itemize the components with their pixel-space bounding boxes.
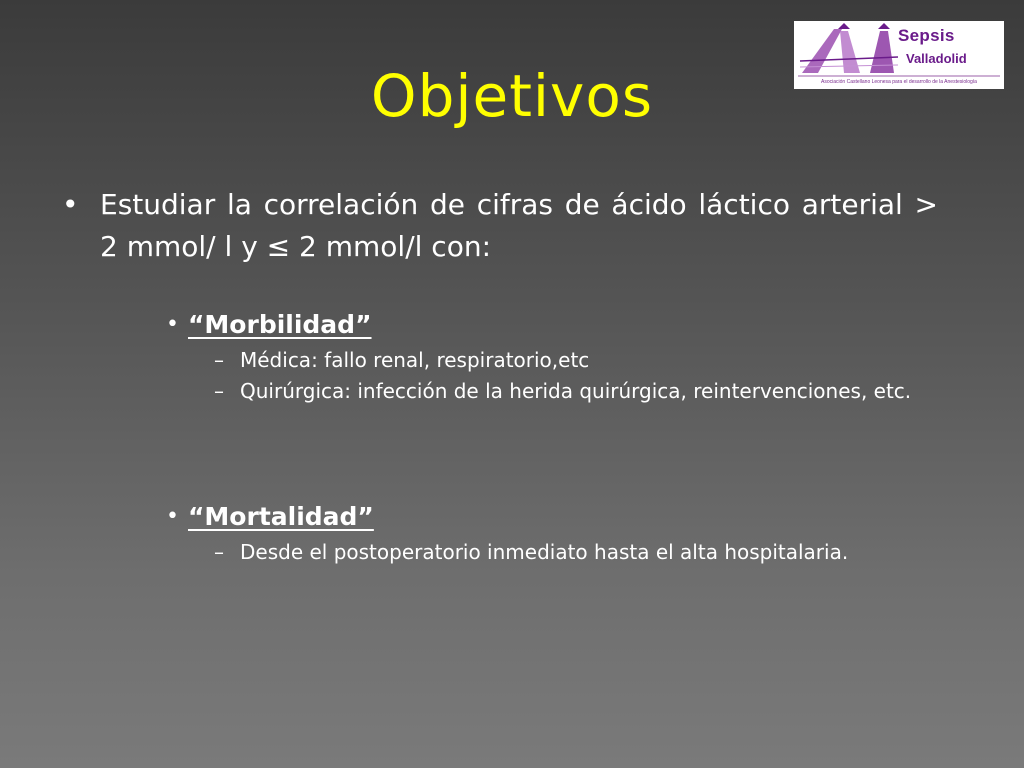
section-items [214, 345, 938, 407]
bullet-dot: • [166, 312, 179, 337]
item-text: Médica: fallo renal, respiratorio,etc [240, 348, 590, 372]
list-item [214, 376, 938, 407]
dash-marker: – [214, 540, 224, 564]
dash-marker: – [214, 379, 224, 403]
list-item [214, 537, 938, 568]
bullet-dot: • [62, 188, 79, 221]
section-heading-mortalidad: “Mortalidad” [188, 502, 374, 531]
bullet-dot: • [166, 504, 179, 529]
list-item [214, 345, 938, 376]
item-text: Quirúrgica: infección de la herida quirúrgica, reintervenciones, etc. [240, 379, 912, 403]
section-mortalidad [166, 501, 938, 568]
section-items [214, 537, 938, 568]
slide-title: Objetivos [370, 62, 654, 130]
main-bullet-text: Estudiar la correlación de cifras de ácido láctico arterial > 2 mmol/ l y ≤ 2 mmol/l con: [100, 188, 938, 263]
main-bullet [62, 184, 938, 268]
section-heading-morbilidad: “Morbilidad” [188, 310, 372, 339]
logo-title: Sepsis [898, 26, 955, 45]
item-text: Desde el postoperatorio inmediato hasta el alta hospitalaria. [240, 540, 849, 564]
logo-tagline: Asociación Castellano Leonesa para el desarrollo de la Anestesiología [821, 79, 977, 85]
logo-subtitle: Valladolid [906, 51, 967, 66]
section-morbilidad [166, 309, 938, 407]
dash-marker: – [214, 348, 224, 372]
